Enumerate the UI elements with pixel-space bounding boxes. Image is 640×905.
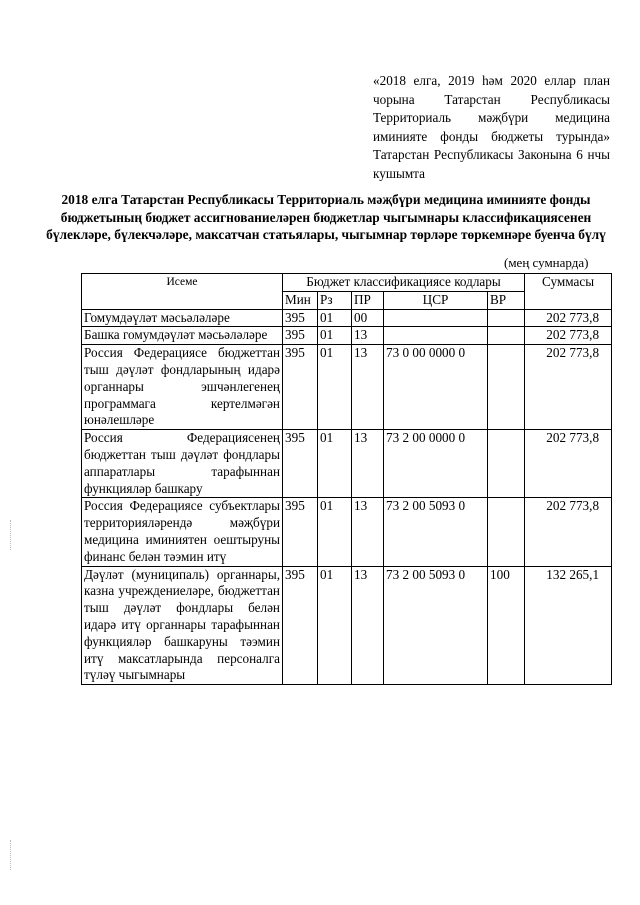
row-name: Башка гомумдәүләт мәсьәләләре	[82, 327, 283, 345]
row-rz: 01	[318, 566, 352, 685]
header-rz: Рз	[318, 291, 352, 309]
row-sum: 202 773,8	[525, 309, 612, 327]
row-vr	[488, 345, 525, 430]
row-rz: 01	[318, 430, 352, 498]
table-row	[82, 327, 612, 345]
header-codes: Бюджет классификациясе кодлары	[283, 274, 525, 292]
row-min: 395	[283, 566, 318, 685]
document-title: 2018 елга Татарстан Республикасы Территориаль мәҗбүри медицина иминияте фонды бюджетының бюджет ассигнованиеләрен бюджетлар чыгымнары классификациясенен бүлекләре, бүлекчәләре, максатчан статьялары, чыгымнар төрләре төркемнәре буенча бүлү	[46, 192, 606, 242]
row-vr	[488, 309, 525, 327]
header-pr: ПР	[352, 291, 384, 309]
row-pr: 13	[352, 498, 384, 566]
header-vr: ВР	[488, 291, 525, 309]
row-sum: 202 773,8	[525, 327, 612, 345]
table-row	[82, 345, 612, 430]
row-name: Россия Федерациясе субъектлары территорияләрендә мәҗбүри медицина иминиятен оештыруны финанс белән тәэмин итү	[82, 498, 283, 566]
row-csr	[384, 309, 488, 327]
row-sum: 202 773,8	[525, 498, 612, 566]
header-min: Мин	[283, 291, 318, 309]
table-row	[82, 566, 612, 685]
row-pr: 00	[352, 309, 384, 327]
row-vr	[488, 498, 525, 566]
row-min: 395	[283, 327, 318, 345]
row-vr	[488, 327, 525, 345]
row-csr: 73 2 00 5093 0	[384, 566, 488, 685]
margin-dotted-line	[10, 840, 11, 870]
header-csr: ЦСР	[384, 291, 488, 309]
row-name: Дәүләт (муниципаль) органнары, казна учреждениеләре, бюджеттан тыш дәүләт фондлары белән идарә итү органнары тарафыннан функцияләр башкаруны тәэмин итү максатларында персоналга түләү чыгымнары	[82, 566, 283, 685]
unit-label: (мең сумнарда)	[504, 255, 589, 270]
row-sum: 202 773,8	[525, 345, 612, 430]
table-row	[82, 309, 612, 327]
law-appendix-note: «2018 елга, 2019 һәм 2020 еллар план чорына Татарстан Республикасы Территориаль мәҗбүри медицина иминияте фонды бюджеты турында» Татарстан Республикасы Законына 6 нчы кушымта	[373, 73, 610, 181]
row-rz: 01	[318, 498, 352, 566]
table-row	[82, 498, 612, 566]
row-sum: 202 773,8	[525, 430, 612, 498]
row-csr: 73 0 00 0000 0	[384, 345, 488, 430]
row-pr: 13	[352, 327, 384, 345]
row-sum: 132 265,1	[525, 566, 612, 685]
row-pr: 13	[352, 566, 384, 685]
budget-table	[81, 273, 612, 685]
row-pr: 13	[352, 430, 384, 498]
row-csr: 73 2 00 0000 0	[384, 430, 488, 498]
header-sum: Суммасы	[525, 274, 612, 310]
row-name: Гомумдәүләт мәсьәләләре	[82, 309, 283, 327]
row-vr	[488, 430, 525, 498]
row-min: 395	[283, 345, 318, 430]
row-vr: 100	[488, 566, 525, 685]
table-row	[82, 430, 612, 498]
row-name: Россия Федерациясе бюджеттан тыш дәүләт фондларының идарә органнары эшчәнлегенең программага кертелмәгән юнәлешләре	[82, 345, 283, 430]
row-min: 395	[283, 430, 318, 498]
row-csr: 73 2 00 5093 0	[384, 498, 488, 566]
margin-dotted-line	[10, 520, 11, 550]
row-min: 395	[283, 498, 318, 566]
row-rz: 01	[318, 309, 352, 327]
row-min: 395	[283, 309, 318, 327]
row-name: Россия Федерациясенең бюджеттан тыш дәүләт фондлары аппаратлары тарафыннан функцияләр башкару	[82, 430, 283, 498]
header-name: Исеме	[82, 274, 283, 310]
row-rz: 01	[318, 345, 352, 430]
row-csr	[384, 327, 488, 345]
table-header-row	[82, 274, 612, 292]
row-rz: 01	[318, 327, 352, 345]
row-pr: 13	[352, 345, 384, 430]
